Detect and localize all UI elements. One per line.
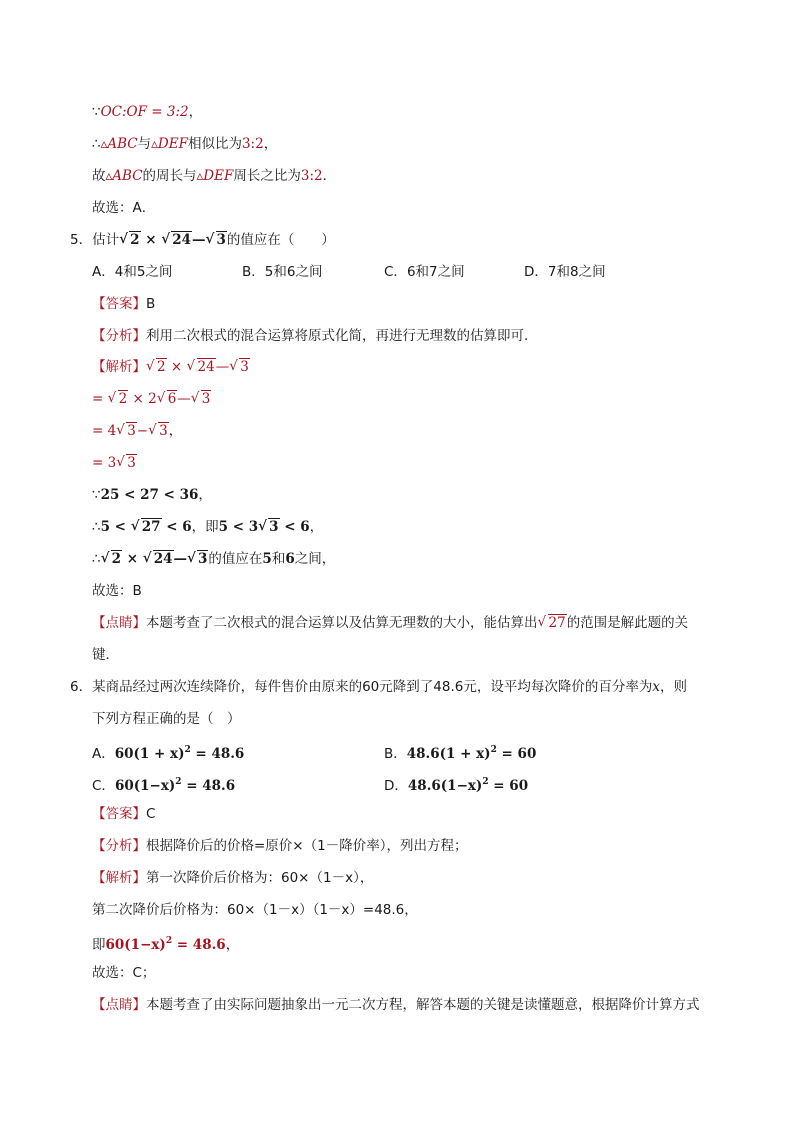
q5-option-b: B．5和6之间 <box>242 264 323 280</box>
q6-solution-1: 【解析】第一次降价后价格为：60×（1－x）， <box>92 870 374 886</box>
q6-solution-2: 第二次降价后价格为：60×（1－x）（1－x）=48.6， <box>92 902 418 918</box>
sqrt-symbol-icon: √ 2 <box>147 358 167 376</box>
sqrt-symbol-icon: √ 3 <box>188 550 208 568</box>
q6-option-d: D．$48.6(1-x)^2 = 60$ <box>384 777 529 794</box>
q6-answer: 【答案】C <box>92 806 156 822</box>
sqrt-symbol-icon: √ 3 <box>117 422 137 440</box>
q5-option-c: C．6和7之间 <box>384 264 465 280</box>
q6-option-c: C．$60(1-x)^2 = 48.6$ <box>92 777 236 794</box>
q6-choice: 故选：C； <box>92 965 156 981</box>
q6-stem-line-2: 下列方程正确的是（ ） <box>92 711 241 727</box>
sqrt-symbol-icon: √ 3 <box>259 518 279 536</box>
prev-line-3: 故▵ABC的周长与▵DEF周长之比为3:2． <box>92 168 337 184</box>
q6-stem-line-1: 6．某商品经过两次连续降价，每件售价由原来的60元降到了48.6元，设平均每次降价的百分率为x，则 <box>70 679 687 695</box>
sqrt-symbol-icon: √ 2 <box>102 550 122 568</box>
prev-line-1: ∵OC:OF = 3:2， <box>92 104 203 120</box>
sqrt-symbol-icon: √ 24 <box>162 231 192 249</box>
q6-analysis: 【分析】根据降价后的价格=原价×（1－降价率），列出方程； <box>92 838 468 854</box>
q5-solution-head: 【解析】√ 2 × √ 24—√ 3 <box>92 358 250 376</box>
q5-comment-cont: 键． <box>92 647 119 663</box>
q5-therefore-1: ∴5 < √ 27 < 6，即5 < 3√ 3 < 6， <box>92 518 323 536</box>
prev-choice: 故选：A． <box>92 200 156 216</box>
sqrt-symbol-icon: √ 24 <box>188 358 216 376</box>
q5-because: ∵25 < 27 < 36， <box>92 487 212 503</box>
q5-step-1: = √ 2 × 2√ 6—√ 3 <box>92 390 211 408</box>
sqrt-symbol-icon: √ 27 <box>132 518 162 536</box>
q6-solution-3: 即$60(1-x)^2 = 48.6$， <box>92 936 240 953</box>
sqrt-symbol-icon: √ 24 <box>144 550 174 568</box>
q5-choice: 故选：B <box>92 583 142 599</box>
q5-step-2: = 4√ 3−√ 3， <box>92 422 182 440</box>
q6-option-b: B．$48.6(1 + x)^2 = 60$ <box>384 745 537 762</box>
sqrt-symbol-icon: √ 3 <box>207 231 227 249</box>
q6-comment: 【点睛】本题考查了由实际问题抽象出一元二次方程，解答本题的关键是读懂题意，根据降价计算方式 <box>92 997 700 1013</box>
q5-analysis: 【分析】利用二次根式的混合运算将原式化简，再进行无理数的估算即可． <box>92 328 538 344</box>
sqrt-symbol-icon: √ 2 <box>120 231 140 249</box>
q5-comment: 【点睛】本题考查了二次根式的混合运算以及估算无理数的大小，能估算出√ 27的范围是解此题的关 <box>92 614 688 632</box>
q5-option-d: D．7和8之间 <box>524 264 606 280</box>
sqrt-symbol-icon: √ 3 <box>117 454 137 472</box>
sqrt-symbol-icon: √ 3 <box>192 390 212 408</box>
sqrt-symbol-icon: √ 3 <box>230 358 250 376</box>
prev-line-2: ∴▵ABC与▵DEF相似比为3:2， <box>92 136 278 152</box>
q5-option-a: A．4和5之间 <box>92 264 173 280</box>
q5-step-3: = 3√ 3 <box>92 454 137 472</box>
sqrt-symbol-icon: √ 27 <box>539 614 567 632</box>
sqrt-symbol-icon: √ 6 <box>158 390 178 408</box>
q5-stem: 5．估计√ 2 × √ 24—√ 3的值应在（ ） <box>70 231 335 249</box>
q5-therefore-2: ∴√ 2 × √ 24—√ 3的值应在5和6之间， <box>92 550 335 568</box>
sqrt-symbol-icon: √ 3 <box>149 422 169 440</box>
sqrt-symbol-icon: √ 2 <box>109 390 129 408</box>
q5-answer: 【答案】B <box>92 296 156 312</box>
q6-option-a: A．$60(1 + x)^2 = 48.6$ <box>92 745 245 762</box>
